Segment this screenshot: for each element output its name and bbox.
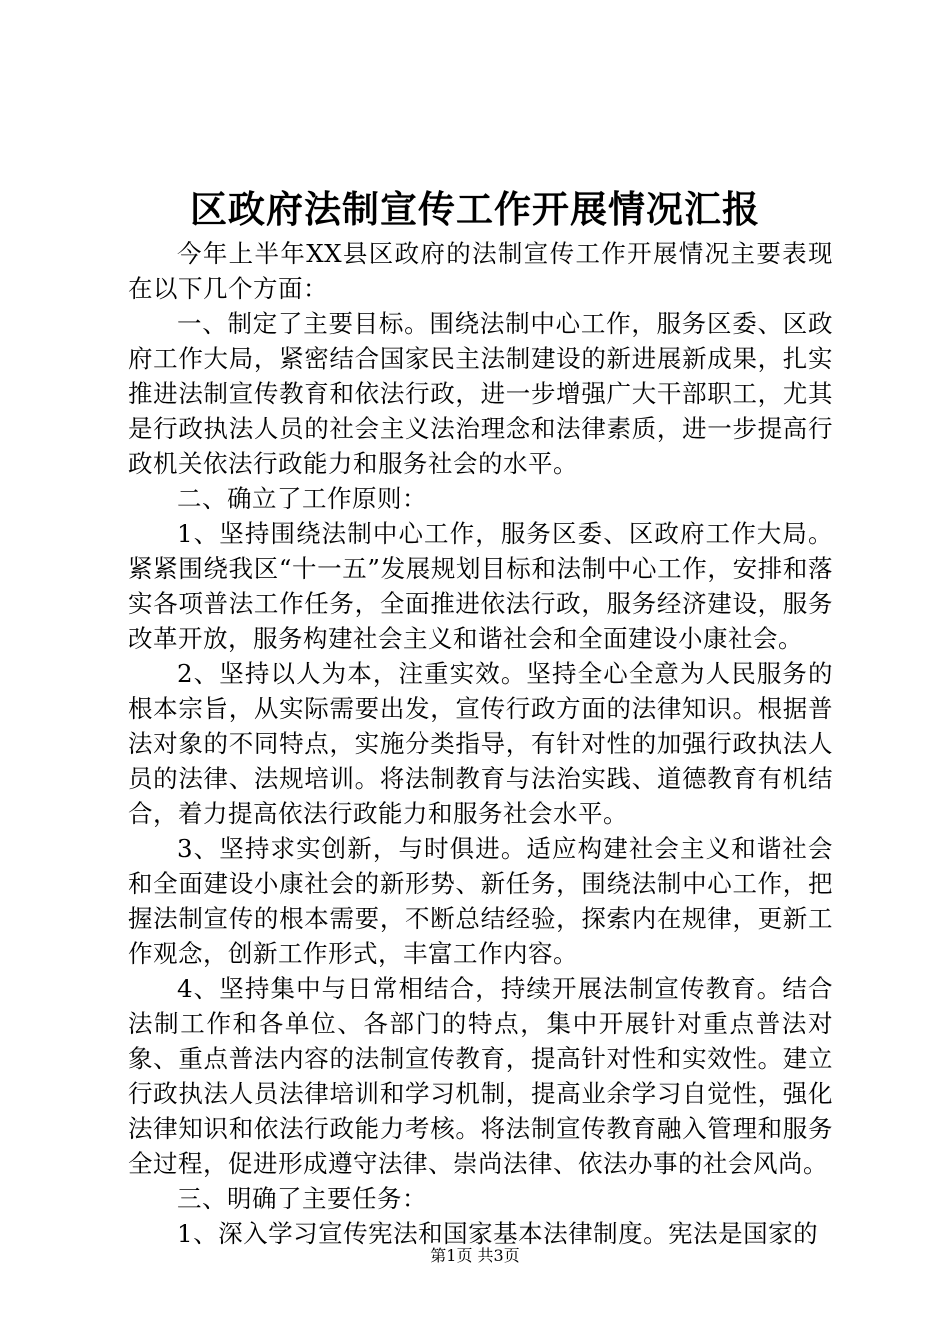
document-title: 区政府法制宣传工作开展情况汇报 (190, 187, 760, 231)
page-footer: 第1页 共3页 (430, 1246, 520, 1265)
paragraph-principle-2: 2、坚持以人为本，注重实效。坚持全心全意为人民服务的根本宗旨，从实际需要出发，宣传行政方面的法律知识。根据普法对象的不同特点，实施分类指导，有针对性的加强行政执法人员的法律、法规培训。将法制教育与法治实践、道德教育有机结合，着力提高依法行政能力和服务社会水平。 (128, 659, 833, 828)
paragraph-intro: 今年上半年XX县区政府的法制宣传工作开展情况主要表现在以下几个方面： (128, 239, 833, 303)
document-body (128, 236, 833, 1251)
paragraph-section-2-heading: 二、确立了工作原则： (177, 484, 427, 513)
paragraph-principle-1: 1、坚持围绕法制中心工作，服务区委、区政府工作大局。紧紧围绕我区“十一五”发展规划目标和法制中心工作，安排和落实各项普法工作任务，全面推进依法行政，服务经济建设，服务改革开放，服务构建社会主义和谐社会和全面建设小康社会。 (128, 519, 833, 653)
paragraph-principle-4: 4、坚持集中与日常相结合，持续开展法制宣传教育。结合法制工作和各单位、各部门的特点，集中开展针对重点普法对象、重点普法内容的法制宣传教育，提高针对性和实效性。建立行政执法人员法律培训和学习机制，提高业余学习自觉性，强化法律知识和依法行政能力考核。将法制宣传教育融入管理和服务全过程，促进形成遵守法律、崇尚法律、依法办事的社会风尚。 (128, 974, 833, 1178)
paragraph-principle-3: 3、坚持求实创新，与时俱进。适应构建社会主义和谐社会和全面建设小康社会的新形势、新任务，围绕法制中心工作，把握法制宣传的根本需要，不断总结经验，探索内在规律，更新工作观念，创新工作形式，丰富工作内容。 (128, 834, 833, 968)
paragraph-section-3-heading: 三、明确了主要任务： (177, 1184, 427, 1213)
paragraph-section-1: 一、制定了主要目标。围绕法制中心工作，服务区委、区政府工作大局，紧密结合国家民主法制建设的新进展新成果，扎实推进法制宣传教育和依法行政，进一步增强广大干部职工，尤其是行政执法人员的社会主义法治理念和法律素质，进一步提高行政机关依法行政能力和服务社会的水平。 (128, 309, 833, 478)
paragraph-task-1: 1、深入学习宣传宪法和国家基本法律制度。宪法是国家的 (177, 1219, 819, 1248)
